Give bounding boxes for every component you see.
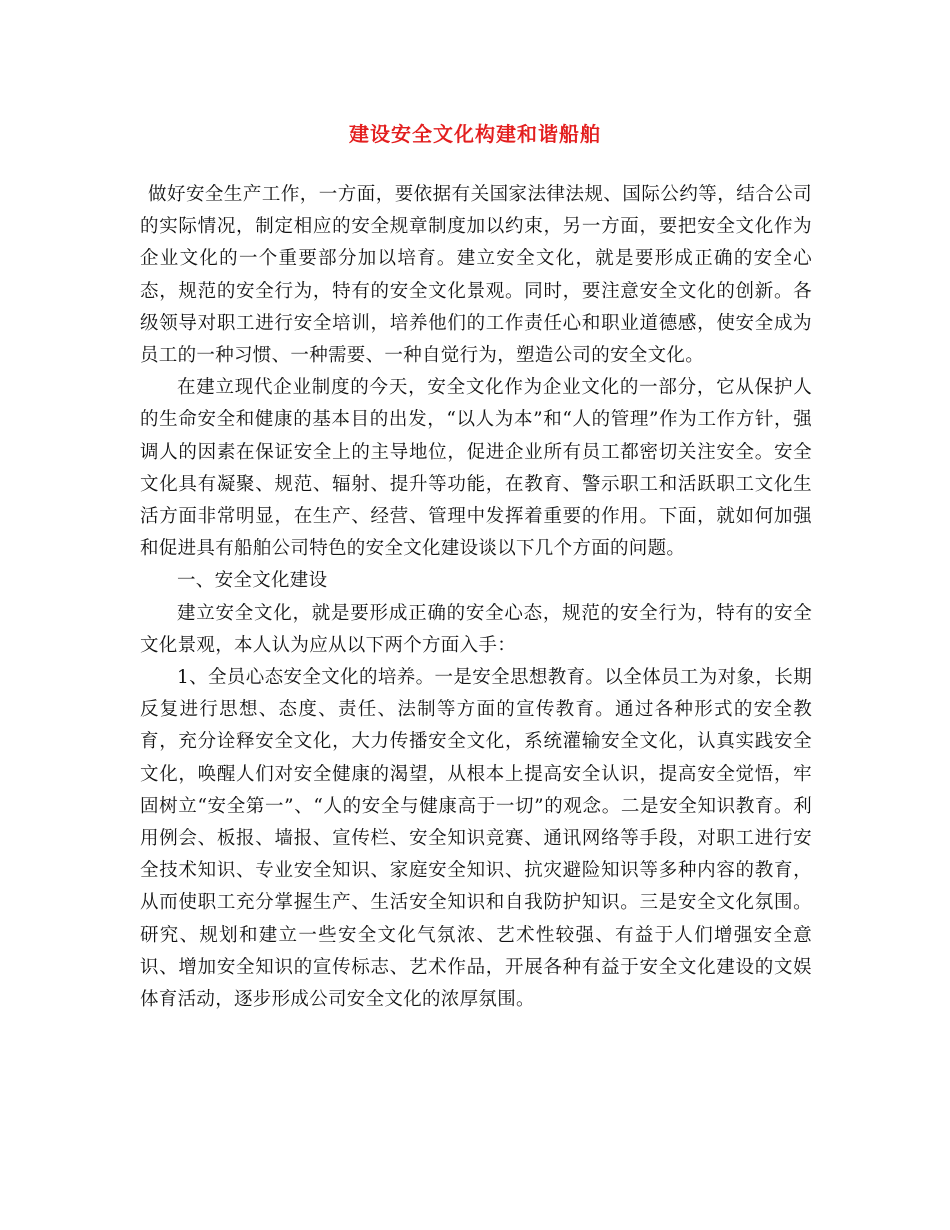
document-body [140, 179, 812, 1016]
paragraph-item-1: 1、全员心态安全文化的培养。一是安全思想教育。以全体员工为对象，长期反复进行思想、态度、责任、法制等方面的宣传教育。通过各种形式的安全教育，充分诠释安全文化，大力传播安全文化，系统灌输安全文化，认真实践安全文化，唤醒人们对安全健康的渴望，从根本上提高安全认识，提高安全觉悟，牢固树立“安全第一”、“人的安全与健康高于一切”的观念。二是安全知识教育。利用例会、板报、墙报、宣传栏、安全知识竞赛、通讯网络等手段，对职工进行安全技术知识、专业安全知识、家庭安全知识、抗灾避险知识等多种内容的教育，从而使职工充分掌握生产、生活安全知识和自我防护知识。三是安全文化氛围。研究、规划和建立一些安全文化气氛浓、艺术性较强、有益于人们增强安全意识、增加安全知识的宣传标志、艺术作品，开展各种有益于安全文化建设的文娱体育活动，逐步形成公司安全文化的浓厚氛围。 [140, 667, 812, 1011]
document-title: 建设安全文化构建和谐船舶 [349, 122, 601, 146]
paragraph-intro: 做好安全生产工作，一方面，要依据有关国家法律法规、国际公约等，结合公司的实际情况，制定相应的安全规章制度加以约束，另一方面，要把安全文化作为企业文化的一个重要部分加以培育。建立安全文化，就是要形成正确的安全心态，规范的安全行为，特有的安全文化景观。同时，要注意安全文化的创新。各级领导对职工进行安全培训，培养他们的工作责任心和职业道德感，使安全成为员工的一种习惯、一种需要、一种自觉行为，塑造公司的安全文化。 [140, 184, 812, 367]
paragraph-section-intro: 建立安全文化，就是要形成正确的安全心态，规范的安全行为，特有的安全文化景观，本人认为应从以下两个方面入手： [140, 602, 812, 656]
paragraph-background: 在建立现代企业制度的今天，安全文化作为企业文化的一部分，它从保护人的生命安全和健康的基本目的出发，“以人为本”和“人的管理”作为工作方针，强调人的因素在保证安全上的主导地位，促进企业所有员工都密切关注安全。安全文化具有凝聚、规范、辐射、提升等功能，在教育、警示职工和活跃职工文化生活方面非常明显，在生产、经营、管理中发挥着重要的作用。下面，就如何加强和促进具有船舶公司特色的安全文化建设谈以下几个方面的问题。 [140, 377, 812, 560]
section-heading-1: 一、安全文化建设 [177, 570, 328, 592]
